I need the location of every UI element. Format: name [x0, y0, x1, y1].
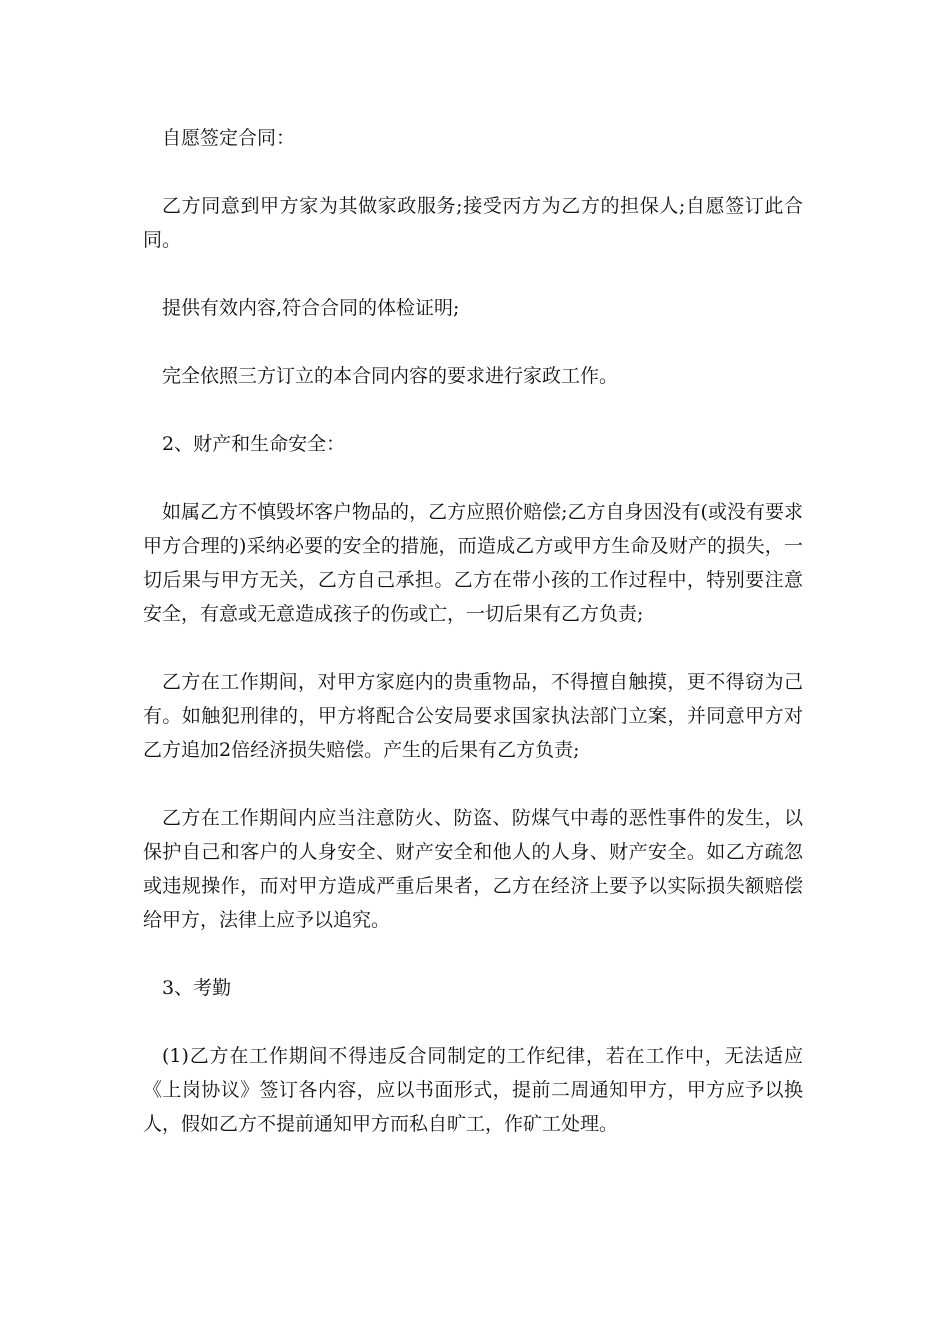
paragraph-follow-contract: 完全依照三方订立的本合同内容的要求进行家政工作。	[162, 365, 619, 387]
paragraph-party-b-consent: 乙方同意到甲方家为其做家政服务;接受丙方为乙方的担保人;自愿签订此合同。	[143, 195, 803, 251]
paragraph-attendance-rule-1: (1)乙方在工作期间不得违反合同制定的工作纪律，若在工作中，无法适应《上岗协议》签订各内容，应以书面形式，提前二周通知甲方，甲方应予以换人，假如乙方不提前通知甲方而私自旷工，作矿工处理。	[143, 1045, 803, 1135]
paragraph-damage-compensation: 如属乙方不慎毁坏客户物品的，乙方应照价赔偿;乙方自身因没有(或没有要求甲方合理的)采纳必要的安全的措施，而造成乙方或甲方生命及财产的损失，一切后果与甲方无关，乙方自己承担。乙方在带小孩的工作过程中，特别要注意安全，有意或无意造成孩子的伤或亡，一切后果有乙方负责;	[143, 501, 803, 625]
document-body	[143, 121, 803, 1175]
paragraph-fire-theft-gas: 乙方在工作期间内应当注意防火、防盗、防煤气中毒的恶性事件的发生，以保护自己和客户的人身安全、财产安全和他人的人身、财产安全。如乙方疏忽或违规操作，而对甲方造成严重后果者，乙方在经济上要予以实际损失额赔偿给甲方，法律上应予以追究。	[143, 807, 803, 931]
paragraph-health-certificate: 提供有效内容,符合合同的体检证明;	[162, 297, 460, 319]
section-heading-attendance: 3、考勤	[162, 977, 232, 999]
paragraph-voluntary-signing: 自愿签定合同：	[162, 127, 296, 149]
paragraph-valuables: 乙方在工作期间，对甲方家庭内的贵重物品，不得擅自触摸，更不得窃为己有。如触犯刑律的，甲方将配合公安局要求国家执法部门立案，并同意甲方对乙方追加2倍经济损失赔偿。产生的后果有乙方负责;	[143, 671, 803, 761]
section-heading-property-safety: 2、财产和生命安全：	[162, 433, 346, 455]
